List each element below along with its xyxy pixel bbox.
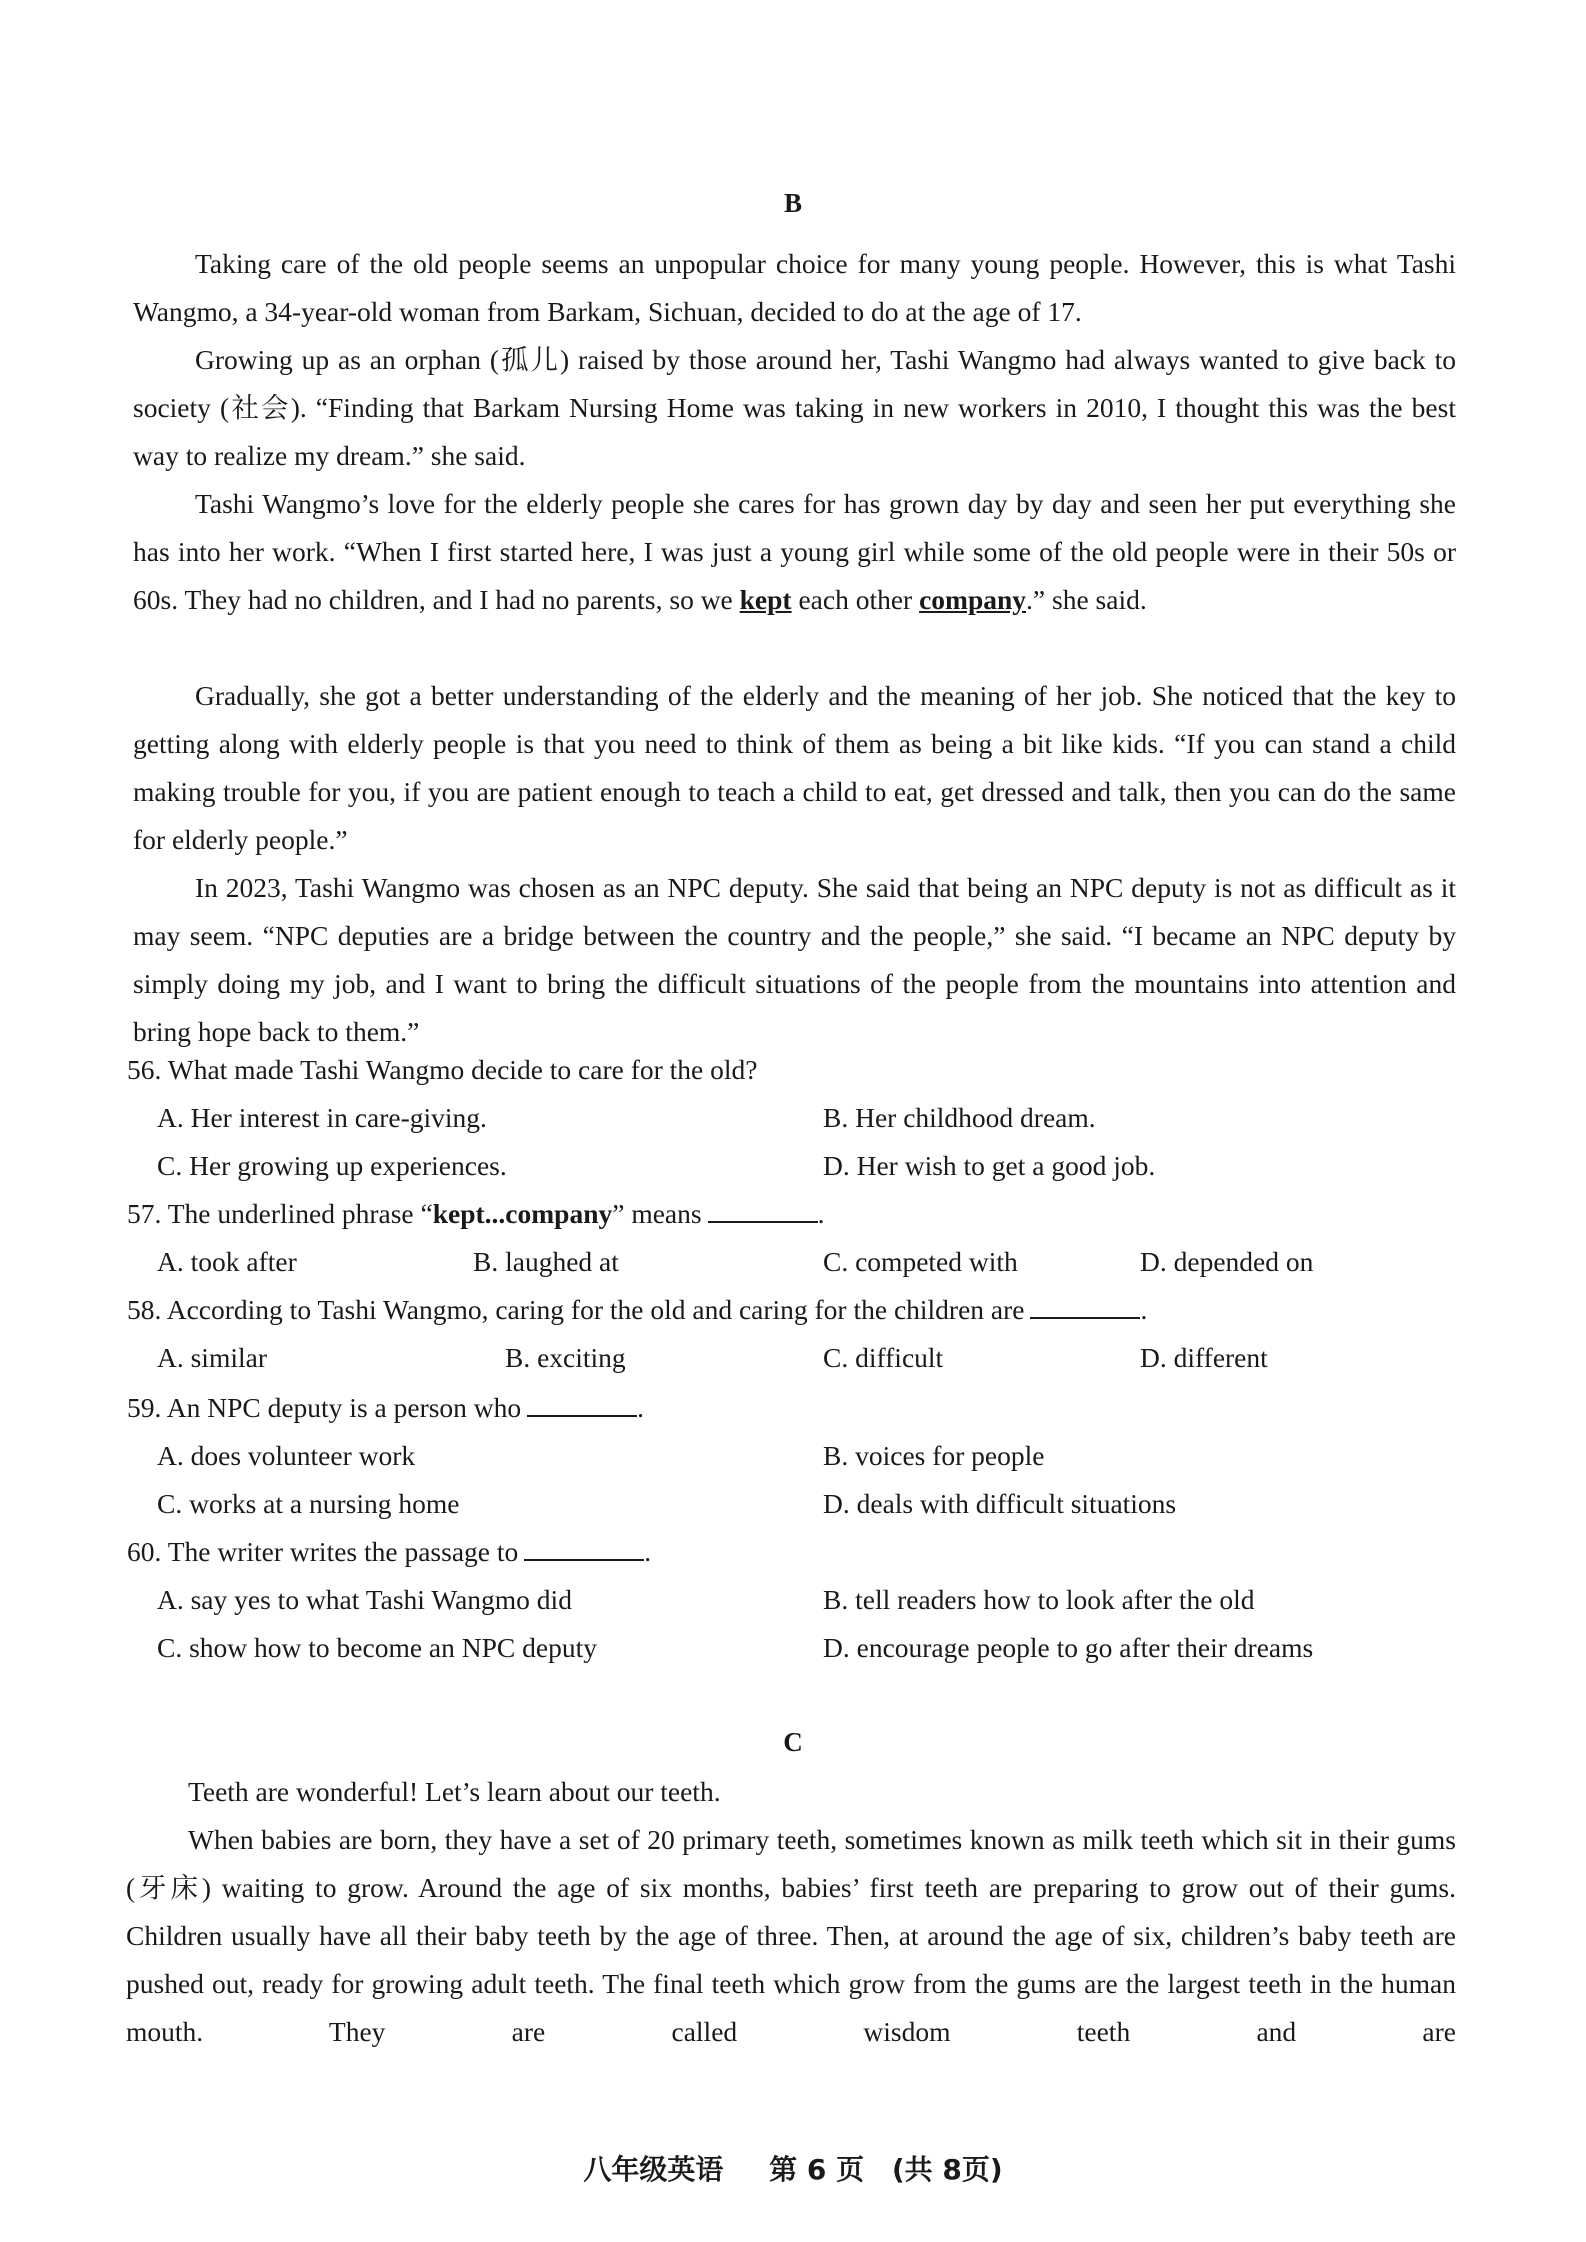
question-58-stem: 58. According to Tashi Wangmo, caring for the old and caring for the children are . (127, 1294, 1148, 1325)
q59-option-d: D. deals with difficult situations (823, 1488, 1177, 1519)
q58-option-d: D. different (1140, 1342, 1268, 1373)
q56-option-b: B. Her childhood dream. (823, 1102, 1096, 1133)
q59-option-b: B. voices for people (823, 1440, 1045, 1471)
q59-option-c: C. works at a nursing home (157, 1488, 460, 1519)
q58-option-b: B. exciting (505, 1342, 626, 1373)
q60-option-a: A. say yes to what Tashi Wangmo did (157, 1584, 572, 1615)
underlined-company: company (919, 584, 1027, 615)
underlined-kept: kept (739, 584, 792, 615)
q60-option-d: D. encourage people to go after their dreams (823, 1632, 1314, 1663)
q58-option-c: C. difficult (823, 1342, 944, 1373)
q57-option-c: C. competed with (823, 1246, 1018, 1277)
section-b-title: B (783, 188, 802, 218)
q57-option-a: A. took after (157, 1246, 297, 1277)
q56-option-a: A. Her interest in care-giving. (157, 1102, 487, 1133)
paragraph-c-1: Teeth are wonderful! Let’s learn about our teeth. (188, 1776, 721, 1807)
section-c-title: C (783, 1727, 803, 1757)
answer-blank (1030, 1295, 1140, 1319)
footer-subject: 八年级英语 (583, 2153, 724, 2186)
paragraph-c-2: When babies are born, they have a set of 20 primary teeth, sometimes known as milk teeth which sit in their gums (牙床) waiting to grow. Around the age of six months, babies’ first teeth are preparing to grow out of their gums. Children usually have all their baby teeth by the age of three. Then, at around the age of six, children’s baby teeth are pushed out, ready for growing adult teeth. The final teeth which grow from the gums are the largest teeth in the human mouth. They are called wisdom teeth and are (126, 1824, 1456, 2047)
q56-option-d: D. Her wish to get a good job. (823, 1150, 1156, 1181)
q56-option-c: C. Her growing up experiences. (157, 1150, 507, 1181)
question-59-stem: 59. An NPC deputy is a person who . (127, 1392, 645, 1423)
q60-option-c: C. show how to become an NPC deputy (157, 1632, 597, 1663)
question-56-stem: 56. What made Tashi Wangmo decide to care for the old? (127, 1054, 758, 1085)
q59-option-a: A. does volunteer work (157, 1440, 416, 1471)
paragraph-b-2: Growing up as an orphan (孤儿) raised by those around her, Tashi Wangmo had always wanted to give back to society (社会). “Finding that Barkam Nursing Home was taking in new workers in 2010, I thought this was the best way to realize my dream.” she said. (133, 344, 1456, 471)
q58-option-a: A. similar (157, 1342, 267, 1373)
question-57-stem: 57. The underlined phrase “kept...company” means . (127, 1198, 825, 1229)
q57-option-d: D. depended on (1140, 1246, 1314, 1277)
footer-page-number: 第 6 页 (769, 2153, 865, 2186)
q60-option-b: B. tell readers how to look after the old (823, 1584, 1255, 1615)
answer-blank (524, 1537, 644, 1561)
paragraph-b-1: Taking care of the old people seems an unpopular choice for many young people. However, this is what Tashi Wangmo, a 34-year-old woman from Barkam, Sichuan, decided to do at the age of 17. (133, 248, 1456, 327)
q57-option-b: B. laughed at (473, 1246, 619, 1277)
page-footer (0, 2148, 1586, 2188)
paragraph-b-5: In 2023, Tashi Wangmo was chosen as an NPC deputy. She said that being an NPC deputy is not as difficult as it may seem. “NPC deputies are a bridge between the country and the people,” she said. “I became an NPC deputy by simply doing my job, and I want to bring the difficult situations of the people from the mountains into attention and bring hope back to them.” (133, 872, 1456, 1047)
footer-total-pages: (共 8页) (891, 2153, 1003, 2186)
paragraph-b-3: Tashi Wangmo’s love for the elderly people she cares for has grown day by day and seen her put everything she has into her work. “When I first started here, I was just a young girl while some of the old people were in their 50s or 60s. They had no children, and I had no parents, so we kept each other company.” she said. (133, 488, 1456, 615)
paragraph-b-4: Gradually, she got a better understanding of the elderly and the meaning of her job. She noticed that the key to getting along with elderly people is that you need to think of them as being a bit like kids. “If you can stand a child making trouble for you, if you are patient enough to teach a child to eat, get dressed and talk, then you can do the same for elderly people.” (133, 680, 1456, 855)
question-60-stem: 60. The writer writes the passage to . (127, 1536, 652, 1567)
answer-blank (708, 1199, 818, 1223)
answer-blank (527, 1393, 637, 1417)
